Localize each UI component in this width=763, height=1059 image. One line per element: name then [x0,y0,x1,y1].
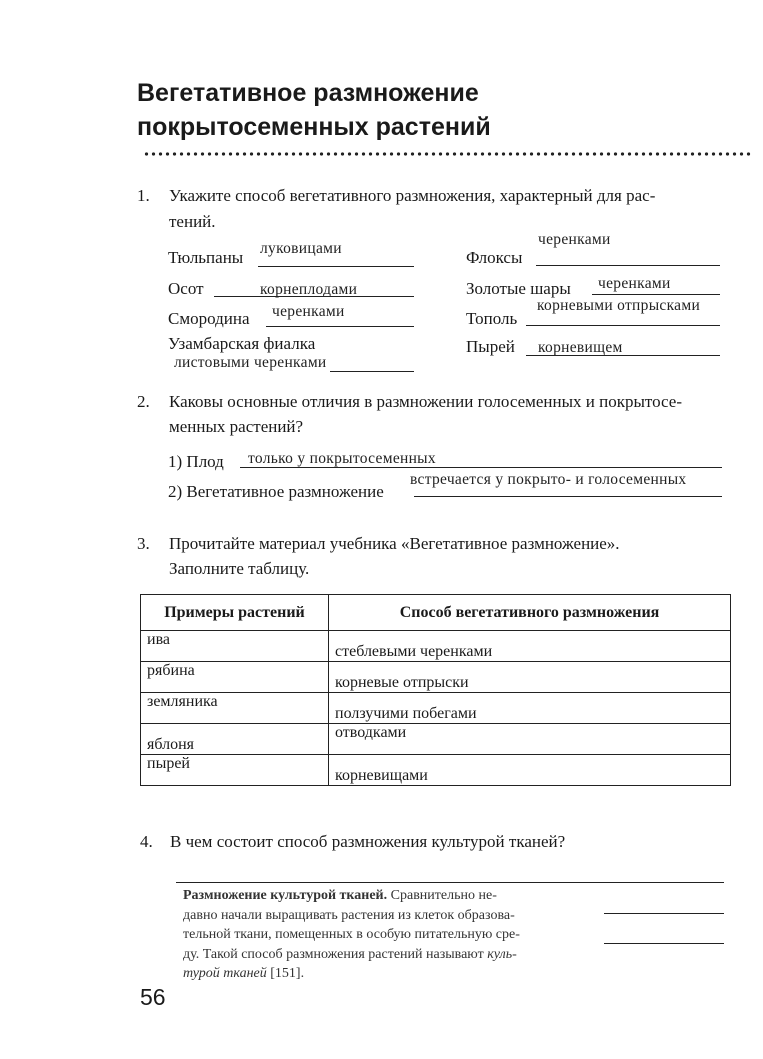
q4-number: 4. [140,832,153,851]
propagation-table [140,594,731,786]
q1-label-couch-grass: Пырей [466,337,515,356]
q2-text-cont: менных растений? [169,417,304,436]
q1-label-violet: Узамбарская фиалка [168,334,316,353]
dotted-divider [143,151,753,157]
q1-answer-phlox[interactable]: черенками [538,231,611,248]
q3-text: Прочитайте материал учебника «Вегетативное размножение». [169,534,620,553]
q4-text: В чем состоит способ размножения культурой тканей? [170,832,566,851]
page-number: 56 [140,984,166,1010]
quote-heading: Размножение культурой тканей. [183,888,388,903]
quote-text: Сравнительно не- [387,888,497,903]
q1-answer-currant[interactable]: черенками [272,303,345,320]
q1-label-currant: Смородина [168,309,250,328]
quote-term: турой тканей [183,966,267,981]
table-row [141,662,731,693]
page-title-line1: Вегетативное размножение [137,79,479,107]
q1-label-tulips: Тюльпаны [168,248,244,267]
table-row [141,755,731,786]
quote-term: куль- [487,946,517,962]
q2-label-vegetative: 2) Вегетативное размножение [168,482,384,501]
method-cell[interactable]: ползучими побегами [329,693,731,724]
quote-text: тельной ткани, помещенных в особую питательную сре- [183,927,520,942]
q1-label-phlox: Флоксы [466,248,523,267]
q1-text: Укажите способ вегетативного размножения, характерный для рас- [169,186,656,205]
q1-label-golden-balls: Золотые шары [466,279,571,298]
header-propagation-method: Способ вегетативного размножения [329,595,731,631]
q1-label-osot: Осот [168,279,204,298]
method-cell[interactable]: отводками [329,724,731,755]
table-row [141,631,731,662]
plant-cell[interactable]: земляника [141,693,329,724]
quote-text: ду. Такой способ размножения растений называют [183,946,488,962]
table-header-row [141,595,731,631]
q1-number: 1. [137,186,150,205]
q1-answer-tulips[interactable]: луковицами [260,240,342,257]
q2-label-fruit: 1) Плод [168,452,224,471]
q1-answer-couch-grass[interactable]: корневищем [538,339,623,356]
q1-answer-poplar[interactable]: корневыми отпрысками [537,297,701,314]
q1-answer-golden-balls[interactable]: черенками [598,275,671,292]
q1-text-cont: тений. [169,212,216,231]
q3-number: 3. [137,534,150,553]
q1-answer-osot[interactable]: корнеплодами [260,281,358,298]
header-plant-examples: Примеры растений [141,595,329,631]
q2-text: Каковы основные отличия в размножении голосеменных и покрытосе- [169,392,682,411]
q1-answer-violet[interactable]: листовыми черенками [174,354,327,371]
method-cell[interactable]: корневые отпрыски [329,662,731,693]
textbook-quote [183,886,520,984]
plant-cell[interactable]: ива [141,631,329,662]
q3-text-cont: Заполните таблицу. [169,559,310,578]
q2-number: 2. [137,392,150,411]
q2-answer-vegetative[interactable]: встречается у покрыто- и голосеменных [410,471,687,488]
plant-cell[interactable]: яблоня [141,724,329,755]
table-row [141,693,731,724]
q1-label-poplar: Тополь [466,309,518,328]
plant-cell[interactable]: рябина [141,662,329,693]
page-title-line2: покрытосеменных растений [137,113,491,141]
method-cell[interactable]: стеблевыми черенками [329,631,731,662]
q2-answer-fruit[interactable]: только у покрытосеменных [248,450,436,467]
plant-cell[interactable]: пырей [141,755,329,786]
quote-text: давно начали выращивать растения из клеток образова- [183,907,515,923]
method-cell[interactable]: корневищами [329,755,731,786]
table-row [141,724,731,755]
quote-reference: [151]. [266,966,305,981]
